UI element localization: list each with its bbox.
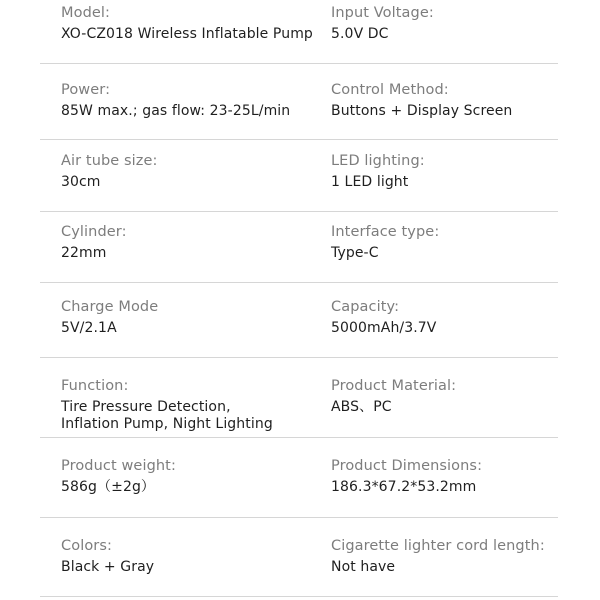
spec-cell-interface-type bbox=[331, 223, 596, 262]
spec-cell-input-voltage bbox=[331, 4, 596, 43]
spec-label: Cigarette lighter cord length: bbox=[331, 538, 545, 554]
spec-cell-air-tube-size bbox=[61, 152, 321, 191]
spec-value: Tire Pressure Detection, Inflation Pump, Night Lighting bbox=[61, 399, 273, 432]
spec-cell-product-dimensions bbox=[331, 457, 596, 496]
spec-cell-capacity bbox=[331, 298, 596, 337]
row-divider bbox=[40, 357, 558, 358]
spec-cell-power bbox=[61, 81, 321, 120]
spec-value: 5V/2.1A bbox=[61, 320, 117, 336]
spec-cell-led-lighting bbox=[331, 152, 596, 191]
spec-cell-product-material bbox=[331, 377, 596, 416]
spec-value: 85W max.; gas flow: 23-25L/min bbox=[61, 103, 291, 119]
spec-label: Control Method: bbox=[331, 82, 449, 98]
spec-cell-product-weight bbox=[61, 457, 321, 496]
spec-value: Black + Gray bbox=[61, 559, 155, 575]
spec-value: 5.0V DC bbox=[331, 26, 389, 42]
row-divider bbox=[40, 282, 558, 283]
spec-value: Buttons + Display Screen bbox=[331, 103, 513, 119]
spec-label: Colors: bbox=[61, 538, 112, 554]
spec-label: Product Material: bbox=[331, 378, 457, 394]
spec-label: Product Dimensions: bbox=[331, 458, 483, 474]
row-divider bbox=[40, 139, 558, 140]
spec-cell-colors bbox=[61, 537, 321, 576]
spec-cell-cord-length bbox=[331, 537, 596, 576]
spec-value: 5000mAh/3.7V bbox=[331, 320, 437, 336]
spec-label: Power: bbox=[61, 82, 111, 98]
spec-label: Input Voltage: bbox=[331, 5, 434, 21]
spec-value: 586g（±2g） bbox=[61, 479, 156, 495]
spec-label: Model: bbox=[61, 5, 111, 21]
row-divider bbox=[40, 517, 558, 518]
spec-value: 22mm bbox=[61, 245, 107, 261]
spec-value: ABS、PC bbox=[331, 399, 392, 415]
spec-label: Function: bbox=[61, 378, 129, 394]
spec-label: Air tube size: bbox=[61, 153, 158, 169]
spec-value: 186.3*67.2*53.2mm bbox=[331, 479, 477, 495]
spec-label: LED lighting: bbox=[331, 153, 425, 169]
spec-value: 30cm bbox=[61, 174, 101, 190]
row-divider bbox=[40, 596, 558, 597]
row-divider bbox=[40, 63, 558, 64]
spec-value: Type-C bbox=[331, 245, 379, 261]
row-divider bbox=[40, 211, 558, 212]
spec-cell-control-method bbox=[331, 81, 596, 120]
spec-value: 1 LED light bbox=[331, 174, 409, 190]
spec-value: Not have bbox=[331, 559, 396, 575]
spec-label: Charge Mode bbox=[61, 299, 159, 315]
spec-value: XO-CZ018 Wireless Inflatable Pump bbox=[61, 26, 313, 42]
spec-cell-cylinder bbox=[61, 223, 321, 262]
spec-cell-charge-mode bbox=[61, 298, 321, 337]
spec-label: Cylinder: bbox=[61, 224, 127, 240]
row-divider bbox=[40, 437, 558, 438]
spec-label: Interface type: bbox=[331, 224, 440, 240]
spec-label: Capacity: bbox=[331, 299, 400, 315]
spec-cell-model bbox=[61, 4, 321, 43]
spec-label: Product weight: bbox=[61, 458, 176, 474]
spec-cell-function bbox=[61, 377, 321, 433]
